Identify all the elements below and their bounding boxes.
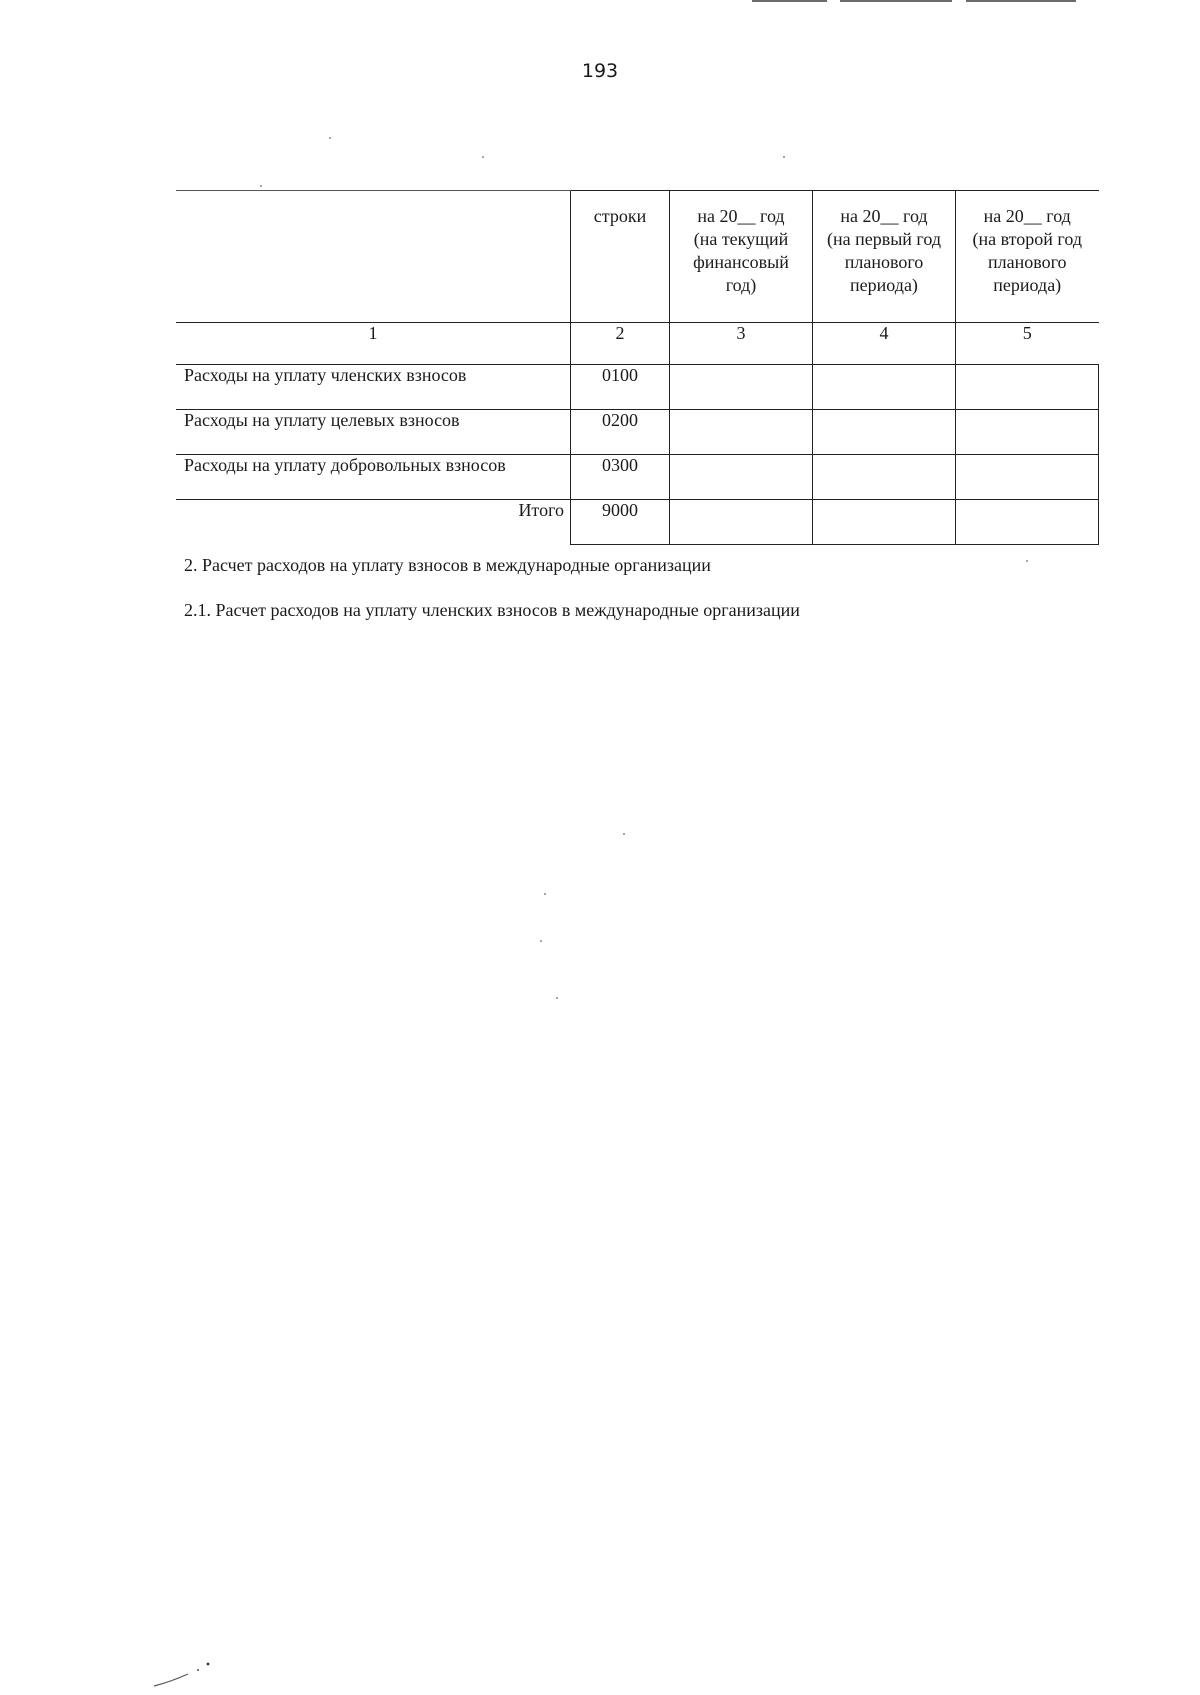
- row-code: 0200: [571, 410, 670, 455]
- header-cell-second-plan-year: на 20__ год (на второй год планового периода): [956, 191, 1099, 323]
- table-header-row: [176, 191, 1099, 323]
- scan-edge-line: [752, 0, 827, 2]
- value-cell: [813, 410, 956, 455]
- value-cell: [670, 410, 813, 455]
- scan-speck: [556, 997, 558, 999]
- contributions-table: [176, 190, 1099, 545]
- column-number-row: [176, 323, 1099, 365]
- header-cell-first-plan-year: на 20__ год (на первый год планового периода): [813, 191, 956, 323]
- value-cell: [670, 455, 813, 500]
- table-row: [176, 365, 1099, 410]
- scan-speck: [329, 137, 331, 139]
- column-number: 5: [956, 323, 1099, 365]
- table-row: [176, 455, 1099, 500]
- value-cell: [670, 365, 813, 410]
- page-number: 193: [581, 60, 619, 82]
- table-row: [176, 410, 1099, 455]
- value-cell: [956, 455, 1099, 500]
- scan-edge-line: [840, 0, 952, 2]
- value-cell: [813, 500, 956, 545]
- scan-speck: [482, 156, 484, 158]
- column-number: 1: [176, 323, 571, 365]
- header-cell-current-year: на 20__ год (на текущий финансовый год): [670, 191, 813, 323]
- column-number: 3: [670, 323, 813, 365]
- scan-pen-mark: [150, 1660, 230, 1690]
- section-heading-2-1: 2.1. Расчет расходов на уплату членских взносов в международные организации: [184, 600, 800, 620]
- scan-speck: [260, 185, 262, 187]
- header-cell-row-code: строки: [571, 191, 670, 323]
- value-cell: [956, 410, 1099, 455]
- row-code: 0300: [571, 455, 670, 500]
- scan-speck: [544, 893, 546, 895]
- row-code: 0100: [571, 365, 670, 410]
- scan-speck: [783, 156, 785, 158]
- row-label: Расходы на уплату добровольных взносов: [176, 455, 571, 500]
- scan-speck: [623, 833, 625, 835]
- value-cell: [670, 500, 813, 545]
- scan-speck: [540, 940, 542, 942]
- row-label: Расходы на уплату целевых взносов: [176, 410, 571, 455]
- row-label: Расходы на уплату членских взносов: [176, 365, 571, 410]
- header-cell-name: [176, 191, 571, 323]
- scan-edge-line: [966, 0, 1076, 2]
- total-row: [176, 500, 1099, 545]
- total-label: Итого: [176, 500, 571, 545]
- column-number: 4: [813, 323, 956, 365]
- total-code: 9000: [571, 500, 670, 545]
- column-number: 2: [571, 323, 670, 365]
- value-cell: [813, 365, 956, 410]
- section-heading-2: 2. Расчет расходов на уплату взносов в международные организации: [184, 555, 711, 575]
- value-cell: [813, 455, 956, 500]
- scan-speck: [1026, 560, 1028, 562]
- value-cell: [956, 500, 1099, 545]
- value-cell: [956, 365, 1099, 410]
